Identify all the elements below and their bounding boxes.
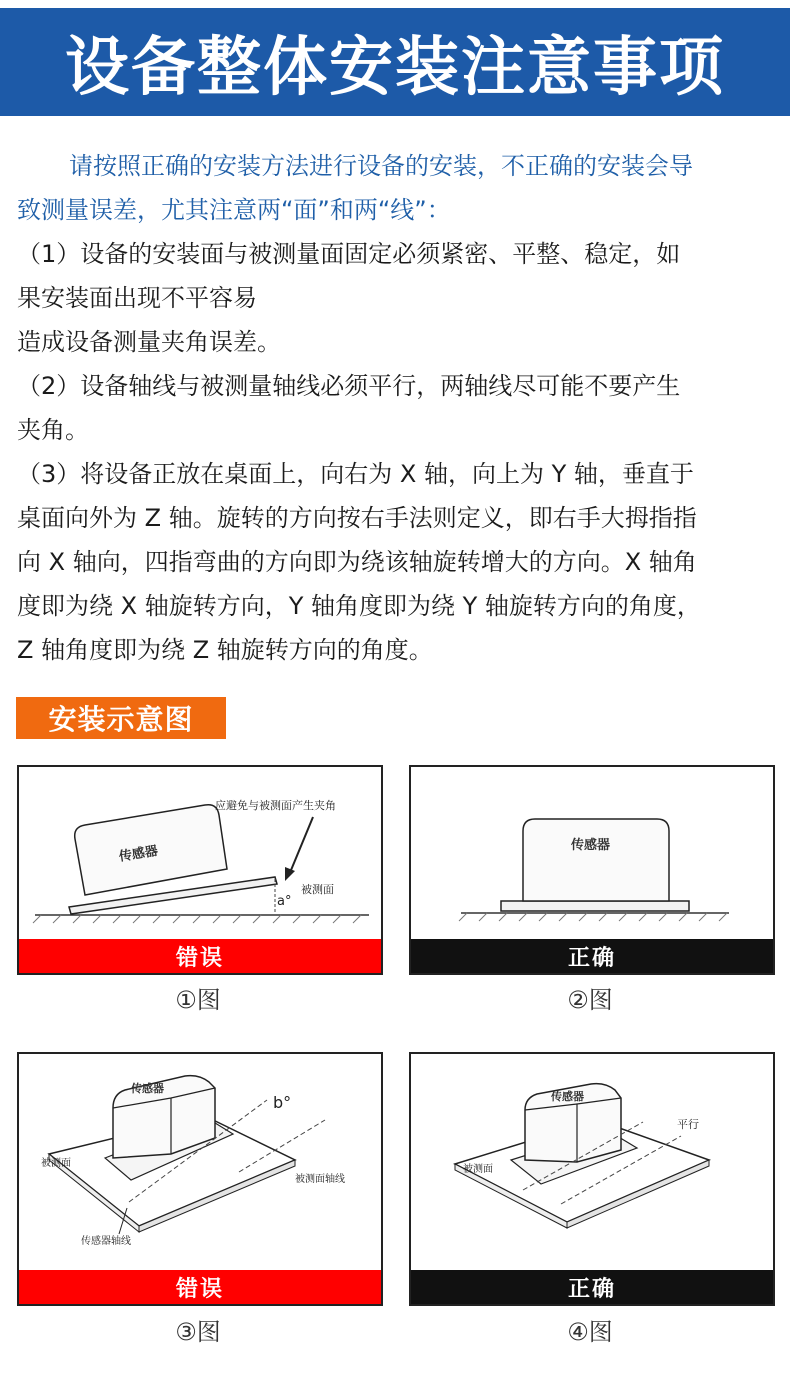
angle-label: a° [277,894,292,909]
figure-4-drawing [411,1054,773,1268]
point-2-line: （2）设备轴线与被测量轴线必须平行，两轴线尽可能不要产生 [17,372,681,400]
point-2 [17,364,777,452]
sensor-box [523,819,669,901]
point-3-line: Z 轴角度即为绕 Z 轴旋转方向的角度。 [17,636,433,664]
point-3-line: 桌面向外为 Z 轴。旋转的方向按右手法则定义，即右手大拇指指 [17,504,697,532]
intro-line-1: 请按照正确的安装方法进行设备的安装，不正确的安装会导 [69,152,693,180]
point-3 [17,452,777,672]
note-arrow [289,817,313,875]
figure-2-drawing [411,767,773,939]
figure-1-caption: ①图 [175,986,221,1014]
sensor-label: 传感器 [551,1090,584,1103]
figure-4-caption: ④图 [567,1318,613,1346]
point-3-line: （3）将设备正放在桌面上，向右为 X 轴，向上为 Y 轴，垂直于 [17,460,694,488]
point-1 [17,232,777,364]
surface-label: 被测面 [41,1158,71,1169]
figure-3-caption: ③图 [175,1318,221,1346]
page-title: 设备整体安装注意事项 [65,31,725,105]
point-3-line: 度即为绕 X 轴旋转方向，Y 轴角度即为绕 Y 轴旋转方向的角度， [17,592,701,620]
sensor-axis-label: 传感器轴线 [81,1236,131,1247]
point-2-line: 夹角。 [17,416,89,444]
figure-1-panel [17,765,383,975]
parallel-label: 平行 [677,1118,699,1131]
point-1-line: 造成设备测量夹角误差。 [17,328,281,356]
flat-plate [501,901,689,911]
figure-1-drawing [19,767,381,939]
point-1-line: 果安装面出现不平容易 [17,284,257,312]
angle-label: b° [273,1093,292,1112]
header-banner [0,0,790,118]
status-badge: 错误 [19,1270,381,1304]
note-text: 应避免与被测面产生夹角 [215,799,336,812]
section-tag: 安装示意图 [16,697,226,739]
point-3-line: 向 X 轴向，四指弯曲的方向即为绕该轴旋转增大的方向。X 轴角 [17,548,697,576]
surface-label: 被测面 [463,1164,493,1175]
surface-label: 被测面 [301,883,334,896]
intro-text [17,144,777,232]
figure-3-panel [17,1052,383,1306]
status-badge: 错误 [19,939,381,973]
figure-2-caption: ②图 [567,986,613,1014]
figure-4-panel [409,1052,775,1306]
arrow-head-icon [285,867,295,881]
sensor-label: 传感器 [131,1082,164,1095]
status-badge: 正确 [411,939,773,973]
intro-line-2: 致测量误差，尤其注意两“面”和两“线”： [17,196,451,224]
status-badge: 正确 [411,1270,773,1304]
header-bar [0,8,790,116]
figure-3-drawing [19,1054,381,1268]
surface-axis-label: 被测面轴线 [295,1174,345,1185]
figure-2-panel [409,765,775,975]
sensor-label: 传感器 [118,843,159,865]
sensor-label: 传感器 [571,838,611,853]
point-1-line: （1）设备的安装面与被测量面固定必须紧密、平整、稳定，如 [17,240,681,268]
